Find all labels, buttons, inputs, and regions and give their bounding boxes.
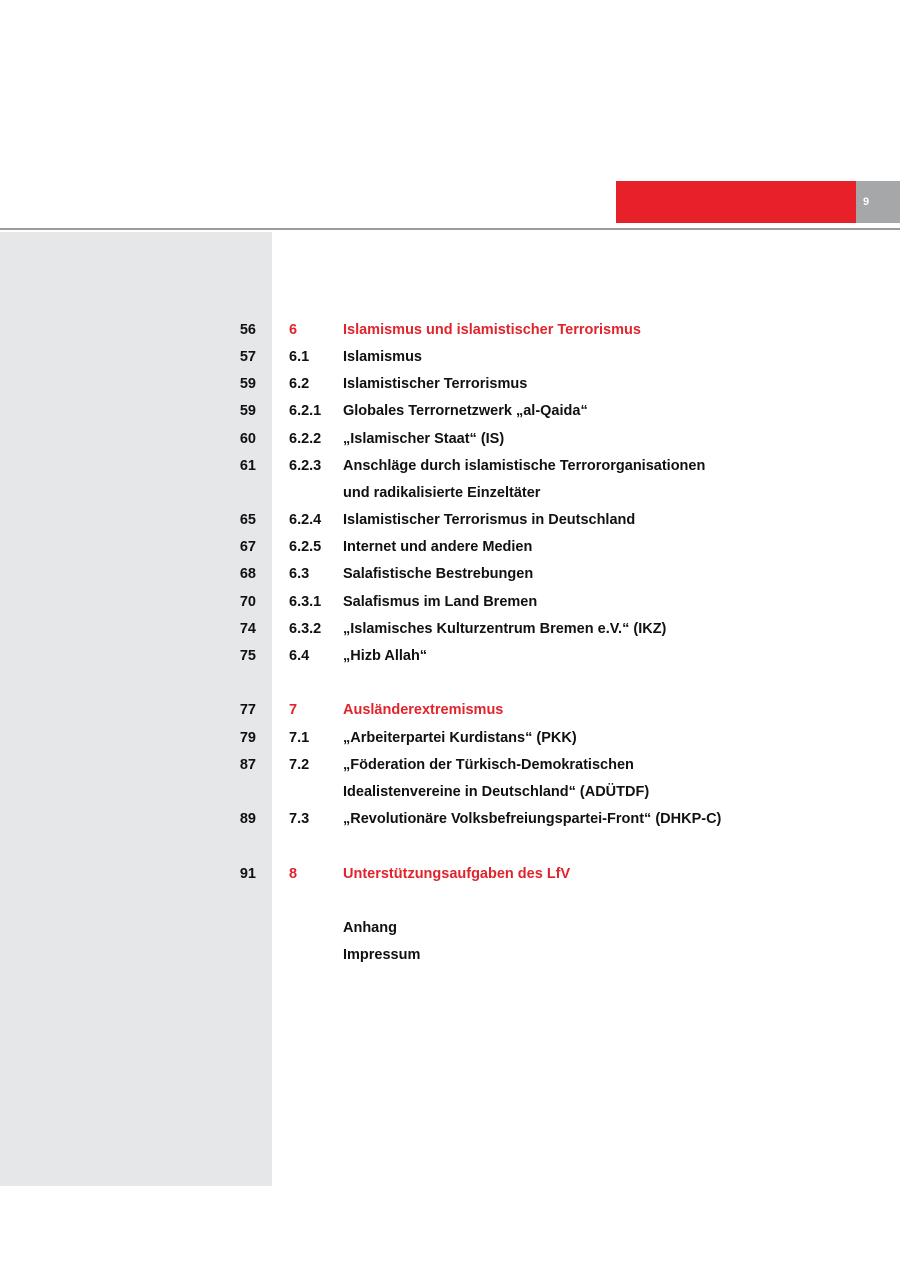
toc-page-number: 89 <box>239 811 256 827</box>
toc-section-title: Internet und andere Medien <box>343 539 533 555</box>
toc-section-title: Islamistischer Terrorismus <box>343 376 528 392</box>
toc-section-number: 7.1 <box>289 730 310 746</box>
toc-page-number: 79 <box>239 730 256 746</box>
toc-row <box>0 537 900 557</box>
toc-section-number: 7.3 <box>289 811 310 827</box>
toc-row <box>0 374 900 394</box>
toc-section-title: Islamistischer Terrorismus in Deutschland <box>343 512 636 528</box>
toc-row <box>0 510 900 530</box>
toc-section-title: „Hizb Allah“ <box>343 648 428 664</box>
toc-chapter-row <box>0 700 900 720</box>
toc-chapter-row <box>0 320 900 340</box>
toc-page-number: 60 <box>239 431 256 447</box>
toc-section-title: „Islamischer Staat“ (IS) <box>343 431 505 447</box>
toc-section-title: Islamismus <box>343 349 422 365</box>
toc-section-title: „Revolutionäre Volksbefreiungspartei-Front“ (DHKP-C) <box>343 811 722 827</box>
toc-row <box>0 728 900 748</box>
toc-section-title: Anschläge durch islamistische Terrororganisationen <box>343 458 706 474</box>
toc-page-number: 68 <box>239 566 256 582</box>
toc-page-number: 75 <box>239 648 256 664</box>
toc-row <box>0 619 900 639</box>
toc-page-number: 65 <box>239 512 256 528</box>
toc-section-number: 7 <box>289 702 298 718</box>
toc-chapter-row <box>0 864 900 884</box>
toc-section-number: 6.3.2 <box>289 621 322 637</box>
toc-section-title: Anhang <box>343 920 397 936</box>
toc-page-number: 61 <box>239 458 256 474</box>
toc-page-number: 74 <box>239 621 256 637</box>
toc-row <box>0 592 900 612</box>
toc-page-number: 59 <box>239 403 256 419</box>
toc-section-number: 7.2 <box>289 757 310 773</box>
page-number: 9 <box>863 196 870 208</box>
toc-section-number: 6.2.4 <box>289 512 322 528</box>
toc-section-title: und radikalisierte Einzeltäter <box>343 485 541 501</box>
toc-row <box>0 456 900 476</box>
toc-section-number: 6.1 <box>289 349 310 365</box>
toc-row <box>0 564 900 584</box>
toc-section-number: 6.4 <box>289 648 310 664</box>
toc-section-title: Unterstützungsaufgaben des LfV <box>343 866 571 882</box>
toc-page-number: 59 <box>239 376 256 392</box>
toc-page-number: 91 <box>239 866 256 882</box>
toc-section-number: 6.3 <box>289 566 310 582</box>
toc-row <box>0 782 900 802</box>
toc-section-number: 8 <box>289 866 298 882</box>
toc-page-number: 56 <box>239 322 256 338</box>
toc-section-title: Idealistenvereine in Deutschland“ (ADÜTDF) <box>343 784 650 800</box>
toc-section-number: 6.2.1 <box>289 403 322 419</box>
toc-section-number: 6.3.1 <box>289 594 322 610</box>
toc-section-title: Salafistische Bestrebungen <box>343 566 534 582</box>
toc-row <box>0 755 900 775</box>
toc-page-number: 77 <box>239 702 256 718</box>
toc-page-number: 67 <box>239 539 256 555</box>
toc-section-title: „Islamisches Kulturzentrum Bremen e.V.“ (IKZ) <box>343 621 667 637</box>
toc-section-title: Impressum <box>343 947 421 963</box>
toc-page-number: 70 <box>239 594 256 610</box>
toc-page-number: 87 <box>239 757 256 773</box>
toc-row <box>0 809 900 829</box>
toc-row <box>0 945 900 965</box>
toc-section-title: „Arbeiterpartei Kurdistans“ (PKK) <box>343 730 577 746</box>
toc-section-title: Globales Terrornetzwerk „al-Qaida“ <box>343 403 588 419</box>
toc-row <box>0 483 900 503</box>
toc-section-title: Islamismus und islamistischer Terrorismus <box>343 322 641 338</box>
toc-section-title: „Föderation der Türkisch-Demokratischen <box>343 757 634 773</box>
toc-section-number: 6 <box>289 322 298 338</box>
toc-section-number: 6.2 <box>289 376 310 392</box>
toc-section-number: 6.2.2 <box>289 431 322 447</box>
toc-page-number: 57 <box>239 349 256 365</box>
toc-row <box>0 401 900 421</box>
toc-row <box>0 429 900 449</box>
toc-section-title: Ausländerextremismus <box>343 702 504 718</box>
toc-section-number: 6.2.3 <box>289 458 322 474</box>
toc-section-number: 6.2.5 <box>289 539 322 555</box>
toc-row <box>0 918 900 938</box>
toc-row <box>0 347 900 367</box>
toc-row <box>0 646 900 666</box>
toc-section-title: Salafismus im Land Bremen <box>343 594 538 610</box>
